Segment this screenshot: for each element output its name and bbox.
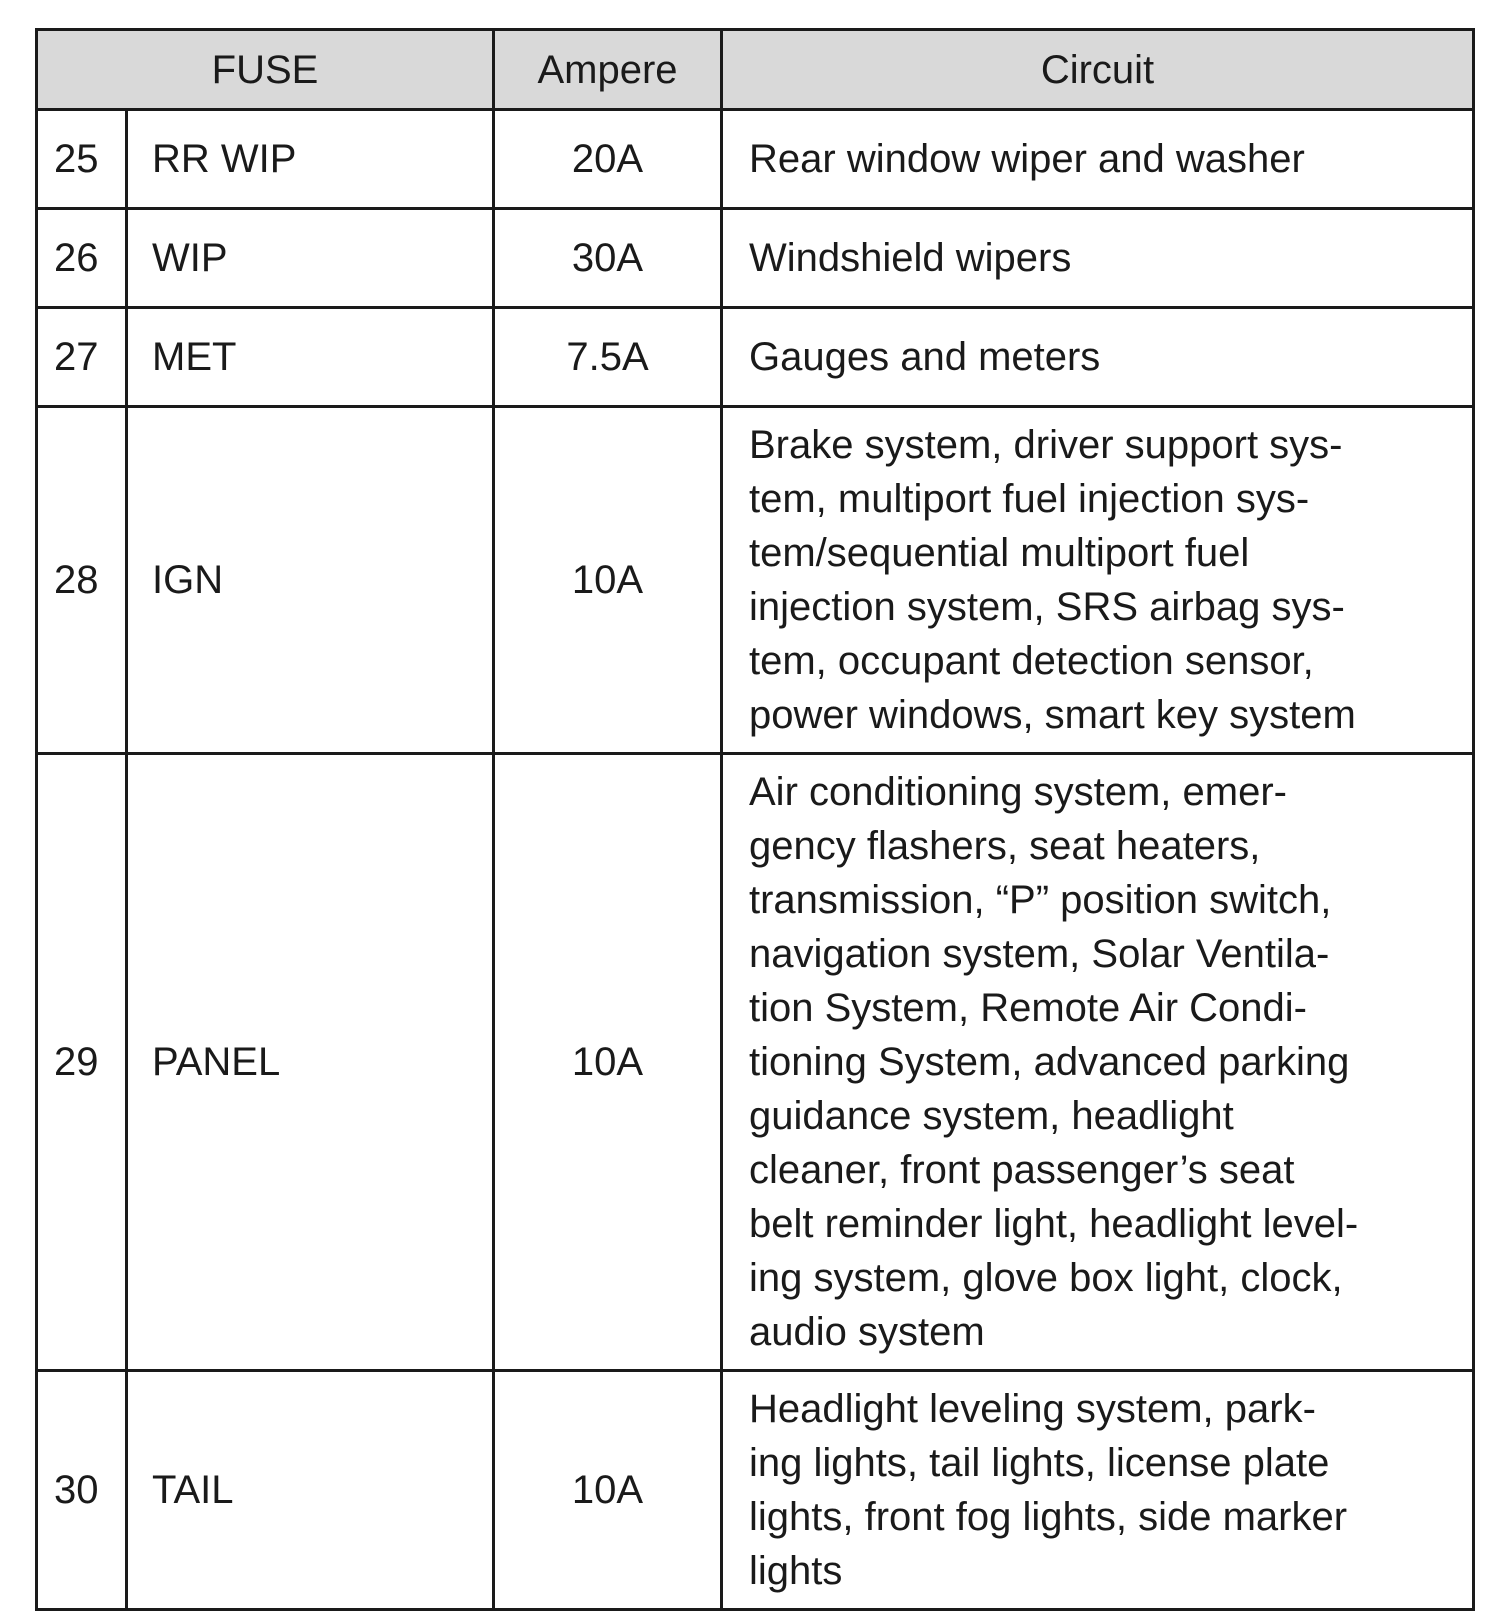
- circuit-line: Gauges and meters: [749, 335, 1101, 379]
- fuse-name: IGN: [127, 407, 494, 754]
- table-row: [37, 110, 1474, 209]
- fuse-circuit: [722, 407, 1474, 754]
- fuse-number: 28: [37, 407, 127, 754]
- fuse-ampere: 10A: [494, 407, 722, 754]
- table-row: [37, 308, 1474, 407]
- circuit-line: cleaner, front passenger’s seat: [749, 1148, 1295, 1192]
- fuse-table: [35, 28, 1475, 1611]
- circuit-line: tioning System, advanced parking: [749, 1040, 1350, 1084]
- circuit-line: lights, front fog lights, side marker: [749, 1495, 1348, 1539]
- circuit-line: guidance system, headlight: [749, 1094, 1234, 1138]
- circuit-line: ing lights, tail lights, license plate: [749, 1441, 1330, 1485]
- circuit-line: tem/sequential multiport fuel: [749, 531, 1250, 575]
- circuit-line: Air conditioning system, emer-: [749, 770, 1287, 814]
- circuit-line: navigation system, Solar Ventila-: [749, 932, 1330, 976]
- table-row: [37, 1371, 1474, 1610]
- circuit-line: lights: [749, 1549, 843, 1593]
- circuit-line: ing system, glove box light, clock,: [749, 1256, 1343, 1300]
- fuse-name: PANEL: [127, 754, 494, 1371]
- table-row: [37, 754, 1474, 1371]
- fuse-number: 27: [37, 308, 127, 407]
- circuit-line: tem, occupant detection sensor,: [749, 639, 1314, 683]
- fuse-circuit: [722, 1371, 1474, 1610]
- fuse-ampere: 10A: [494, 1371, 722, 1610]
- circuit-line: Brake system, driver support sys-: [749, 423, 1343, 467]
- fuse-circuit: [722, 110, 1474, 209]
- circuit-line: audio system: [749, 1310, 985, 1354]
- circuit-line: Windshield wipers: [749, 236, 1072, 280]
- circuit-line: tion System, Remote Air Condi-: [749, 986, 1307, 1030]
- fuse-number: 30: [37, 1371, 127, 1610]
- fuse-number: 25: [37, 110, 127, 209]
- circuit-line: injection system, SRS airbag sys-: [749, 585, 1345, 629]
- fuse-name: RR WIP: [127, 110, 494, 209]
- circuit-line: transmission, “P” position switch,: [749, 878, 1332, 922]
- table-row: [37, 209, 1474, 308]
- fuse-name: TAIL: [127, 1371, 494, 1610]
- header-circuit: Circuit: [722, 30, 1474, 110]
- fuse-circuit: [722, 209, 1474, 308]
- circuit-line: Rear window wiper and washer: [749, 137, 1305, 181]
- table-header: [37, 30, 1474, 110]
- circuit-line: gency flashers, seat heaters,: [749, 824, 1261, 868]
- fuse-ampere: 30A: [494, 209, 722, 308]
- fuse-number: 29: [37, 754, 127, 1371]
- header-ampere: Ampere: [494, 30, 722, 110]
- fuse-ampere: 10A: [494, 754, 722, 1371]
- circuit-line: tem, multiport fuel injection sys-: [749, 477, 1310, 521]
- fuse-number: 26: [37, 209, 127, 308]
- header-row: [37, 30, 1474, 110]
- circuit-line: belt reminder light, headlight level-: [749, 1202, 1359, 1246]
- fuse-circuit: [722, 754, 1474, 1371]
- fuse-ampere: 7.5A: [494, 308, 722, 407]
- fuse-name: MET: [127, 308, 494, 407]
- table-body: [37, 110, 1474, 1610]
- header-fuse: FUSE: [37, 30, 494, 110]
- fuse-name: WIP: [127, 209, 494, 308]
- circuit-line: Headlight leveling system, park-: [749, 1387, 1316, 1431]
- table-row: [37, 407, 1474, 754]
- fuse-ampere: 20A: [494, 110, 722, 209]
- circuit-line: power windows, smart key system: [749, 693, 1356, 737]
- fuse-circuit: [722, 308, 1474, 407]
